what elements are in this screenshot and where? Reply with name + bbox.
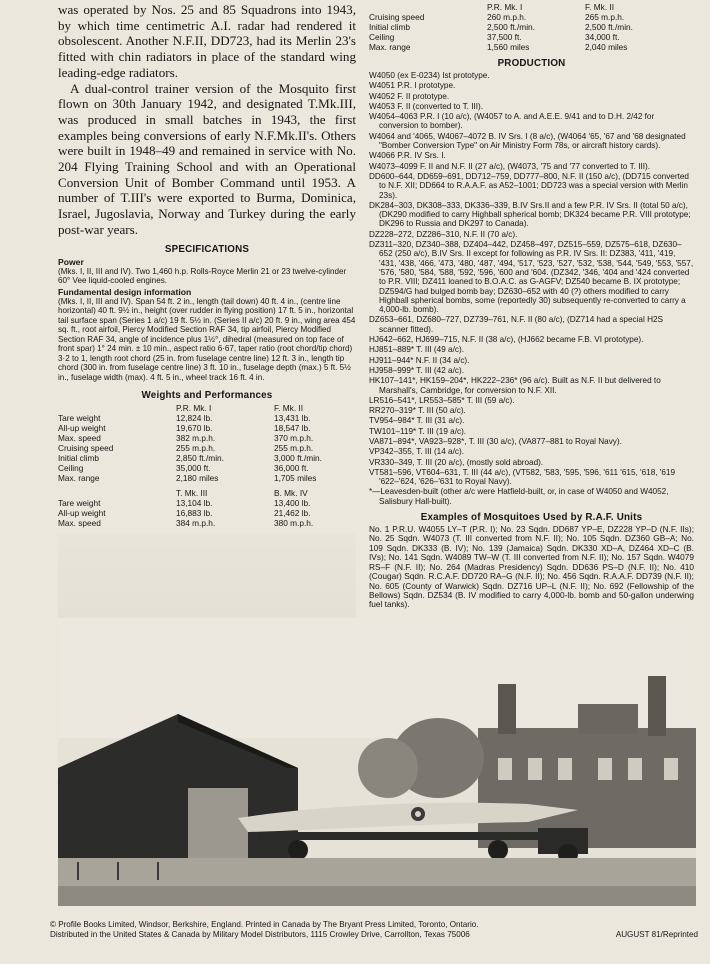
- weights-row-value-2: 21,462 lb.: [274, 508, 311, 519]
- weights-row: [369, 22, 694, 32]
- production-entry: *—Leavesden-built (other a/c were Hatfield-built, or, in case of W4050 and W4052, Salisbury Hall-built).: [369, 487, 669, 506]
- weights-row-label: Cruising speed: [369, 12, 425, 22]
- design-heading: Fundamental design information: [58, 286, 192, 297]
- weights-row-value-1: 37,500 ft.: [487, 32, 522, 42]
- design-text: (Mks. I, II, III and IV). Span 54 ft. 2 in., length (tail down) 40 ft. 4 in., (centre line horizontal) 40 ft. 9½ in., height (over rudder in flying position) 17 ft. 5 in., horizontal tail surface span (Series 1 a/c) 19 ft. 5½ in. (Series II a/c) 20 ft. 9 in., wing area 454 sq. ft., root airfoil, Piercy Modified Section RAF 34, tip airfoil, Piercy Modified Section RAF 34, angle of incidence plus 1½°, dihedral (measured on top face of front spar) 1° 24 min. ± 10 min., aspect ratio 6·67, taper ratio (root chord/tip chord) 3·2 to 1, length root chord (25 in. from fuselage centre line) 12 ft. 3 in., length tip chord (300 in. from fuselage centre line) 3 ft. 10 in., fuselage depth (max.) 5 ft. 5½ in., fuselage width (max). 4 ft. 5 in., wheel track 16 ft. 4 in.: [58, 296, 356, 382]
- production-list: [369, 71, 694, 506]
- production-entry: LR516–541*, LR553–585* T. III (59 a/c).: [369, 395, 515, 405]
- power-text: (Mks. I, II, III and IV). Two 1,460 h.p. Rolls-Royce Merlin 21 or 23 twelve-cylinder 60° Vee liquid-cooled engines.: [58, 266, 347, 286]
- weights-row: [58, 413, 356, 423]
- weights-row: [58, 433, 356, 443]
- weights-row-label: Ceiling: [369, 32, 395, 42]
- intro-text: [58, 2, 356, 238]
- weights-row-label: Cruising speed: [58, 443, 114, 454]
- col-f-mk2: F. Mk. II: [274, 403, 304, 414]
- weights-row-value-1: 2,180 miles: [176, 473, 219, 484]
- footer-copyright: © Profile Books Limited, Windsor, Berkshire, England. Printed in Canada by The Bryant Press Limited, Toronto, Ontario.: [50, 920, 479, 929]
- footer: [50, 920, 698, 940]
- production-entry: VA871–894*, VA923–928*, T. III (30 a/c), (VA877–881 to Royal Navy).: [369, 436, 622, 446]
- production-entry: TV954–984* T. III (31 a/c).: [369, 416, 465, 426]
- col-b-mk4: B. Mk. IV: [274, 488, 308, 499]
- weights-row-value-1: 19,670 lb.: [176, 423, 213, 434]
- production-entry: DZ228–272, DZ286–310, N.F. II (70 a/c).: [369, 229, 518, 239]
- production-entry: HJ851–889* T. III (49 a/c).: [369, 345, 464, 355]
- weights-row-value-1: 255 m.p.h.: [176, 443, 216, 454]
- weights-row-label: Max. range: [58, 473, 100, 484]
- units-text: No. 1 P.R.U. W4055 LY–T (P.R. I); No. 23 Sqdn. DD687 YP–E, DZ228 YP–D (N.F. IIs); No. 25 Sqdn. W4073 (T. III converted from N.F. II); No. 105 Sqdn. DZ360 GB–A; No. 109 Sqdn. DK333 (B. IV); No. 139 (Jamaica) Sqdn. DK330 XD–A, DZ464 XD–C (B. IVs); No. 141 Sqdn. W4089 TW–W (T. III converted from N.F. II); No. 157 Sqdn. W4079 RS–F (N.F. II); No. 264 (Madras Presidency) Sqdn. DD636 PS–D (N.F. II); No. 410 (Cougar) Sqdn. R.C.A.F. DD720 RA–G (N.F. II); No. 456 Sqdn. R.A.A.F. DD739 (N.F. II); No. 605 (County of Warwick) Sqdn. DZ716 UP–L (N.F. II); No. 692 (Fellowship of the Bellows) Sqdn. DZ534 (B. IV modified to carry 4,000-lb. bomb and 50-gallon underwing fuel tanks).: [369, 524, 694, 610]
- weights-row-value-2: 34,000 ft.: [585, 32, 620, 42]
- col-f-mk2-right: F. Mk. II: [585, 2, 615, 12]
- weights-table-3: [369, 2, 694, 52]
- weights-table-1: [58, 403, 356, 483]
- weights-row-value-1: 384 m.p.h.: [176, 518, 216, 529]
- weights-row-value-2: 2,040 miles: [585, 42, 628, 52]
- weights-row: [58, 463, 356, 473]
- weights-row-value-2: 1,705 miles: [274, 473, 317, 484]
- weights-row-value-1: 12,824 lb.: [176, 413, 213, 424]
- weights-row: [58, 443, 356, 453]
- production-entry: W4064 and '4065, W4067–4072 B. IV Srs. I (8 a/c), (W4064 '65, '67 and '68 designated "Bomber Conversion Type" on Air Ministry Form 78s, or aircraft history cards).: [369, 131, 686, 151]
- production-entry: VP342–355, T. III (14 a/c).: [369, 447, 464, 457]
- weights-row-value-2: 13,400 lb.: [274, 498, 311, 509]
- weights-row-label: All-up weight: [58, 423, 106, 434]
- footer-reprint: AUGUST 81/Reprinted: [615, 930, 698, 939]
- production-entry: DZ653–661, DZ680–727, DZ739–761, N.F. II (80 a/c), (DZ714 had a special H2S scanner fitted).: [369, 315, 664, 334]
- weights-row: [58, 423, 356, 433]
- weights-row: [58, 473, 356, 483]
- right-column: [369, 2, 694, 610]
- weights-row-value-2: 13,431 lb.: [274, 413, 311, 424]
- production-entry: W4053 F. II (converted to T. III).: [369, 101, 484, 111]
- weights-row: [58, 498, 356, 508]
- weights-table-2: [58, 488, 356, 528]
- col-pr-mk1: P.R. Mk. I: [176, 403, 212, 414]
- production-entry: W4050 (ex E-0234) Ist prototype.: [369, 71, 490, 80]
- production-entry: DZ311–320, DZ340–388, DZ404–442, DZ458–497, DZ515–559, DZ575–618, DZ630–652 (250 a/c), B.IV Srs. II except for following as P.R. IV Srs. II: DZ383, '411, '419, '431, '438, '466, '473, '480, '487, '494, '517, '523, '527, '532, '538, '544, '549, '553, '557, '576, '580, '584, '588, '592, '596, '600 and '604. (DZ342, '346, '404 and '424 converted to P.R. VIII; DZ411 loaned to B.O.A.C. as G-AGFV; DZ540 became B. IX prototype; DZ594/G had bulged bomb bay; DZ630–652 with 40 (?) others modified to carry Highball spherical bombs, some (reportedly 30) subsequently re-converted to carry a 4,000-lb. bomb).: [369, 240, 694, 315]
- production-entry: W4073–4099 F. II and N.F. II (27 a/c), (W4073, '75 and '77 converted to T. III).: [369, 161, 651, 171]
- production-entry: W4052 F. II prototype.: [369, 91, 450, 101]
- weights-row-value-2: 18,547 lb.: [274, 423, 311, 434]
- weights-row-value-2: 255 m.p.h.: [274, 443, 314, 454]
- weights-row: [369, 12, 694, 22]
- units-heading: Examples of Mosquitoes Used by R.A.F. Units: [420, 512, 643, 524]
- weights-row-value-2: 36,000 ft.: [274, 463, 309, 474]
- production-entry: RR270–319* T. III (50 a/c).: [369, 406, 466, 416]
- weights-row-value-1: 16,883 lb.: [176, 508, 213, 519]
- production-entry: VT581–596, VT604–631, T. III (44 a/c), (VT582, '583, '595, '596, '611 '615, '618, '619 '622–'624, '626–'631 to Royal Navy).: [369, 467, 676, 487]
- weights-row-label: Max. range: [369, 42, 411, 52]
- weights-row: [369, 42, 694, 52]
- weights-row-value-1: 2,500 ft./min.: [487, 22, 535, 32]
- production-entry: VR330–349, T. III (20 a/c), (mostly sold abroad).: [369, 457, 544, 467]
- weights-row-label: Max. speed: [58, 433, 101, 444]
- salisbury-hall-image: [58, 618, 696, 906]
- weights-row-value-2: 2,500 ft./min.: [585, 22, 633, 32]
- weights-row: [58, 453, 356, 463]
- weights-row-value-2: 3,000 ft./min.: [274, 453, 322, 464]
- production-entry: W4066 P.R. IV Srs. I.: [369, 151, 446, 161]
- weights-row-value-1: 1,560 miles: [487, 42, 530, 52]
- production-entry: HK107–141*, HK159–204*, HK222–236* (96 a/c). Built as N.F. II but delivered to Marshall's, Cambridge, for conversion to N.F. XII.: [369, 376, 661, 395]
- production-entry: TW101–119* T. III (19 a/c).: [369, 426, 467, 436]
- weights-row-label: Initial climb: [58, 453, 100, 464]
- weights-heading: Weights and Performances: [141, 390, 273, 402]
- weights-row-value-2: 380 m.p.h.: [274, 518, 314, 529]
- production-entry: HJ642–662, HJ699–715, N.F. II (38 a/c), (HJ662 became F.B. VI prototype).: [369, 335, 644, 345]
- weights-row-label: Max. speed: [58, 518, 101, 529]
- intro-paragraph-2: A dual-control trainer version of the Mosquito first flown on 30th January 1942, and designated T.Mk.III, was produced in small batches in 1943, the first examples being conversions of early N.F.Mk.II's. Others were built in 1948–49 and remained in service with No. 204 Flying Training School and with an Operational Conversion Unit of Bomber Command until 1953. A number of T.III's were exported to Burma, Dominica, Israel, Jugoslavia, Norway and Turkey during the early post-war years.: [58, 80, 356, 237]
- weights-row: [58, 518, 356, 528]
- photo-w4050-salisbury-hall: [58, 618, 696, 906]
- weights-row-value-1: 13,104 lb.: [176, 498, 213, 509]
- production-entry: DK284–303, DK308–333, DK336–339, B.IV Srs.II and a few P.R. IV Srs. II (total 50 a/c), (DK290 modified to carry Highball spherical bomb; DK324 became P.R. VIII prototype; DK296 to Russia and DK297 to Canada).: [369, 200, 691, 229]
- weights-row-label: Tare weight: [58, 413, 101, 424]
- production-entry: W4051 P.R. I prototype.: [369, 81, 456, 91]
- production-entry: HJ911–944* N.F. II (34 a/c).: [369, 355, 470, 365]
- specifications-heading: SPECIFICATIONS: [164, 243, 250, 255]
- weights-row-value-1: 2,850 ft./min.: [176, 453, 224, 464]
- weights-row-label: Initial climb: [369, 22, 411, 32]
- weights-row-value-1: 382 m.p.h.: [176, 433, 216, 444]
- weights-row-value-2: 265 m.p.h.: [585, 12, 625, 22]
- col-pr-mk1-right: P.R. Mk. I: [487, 2, 523, 12]
- power-heading: Power: [58, 256, 84, 267]
- production-entry: DD600–644, DD659–691, DD712–759, DD777–800, N.F. II (150 a/c), (DD715 converted to N.F. XII; DD664 to R.A.A.F. as A52–1001; DD723 was a special version with Merlin 23s).: [369, 171, 689, 200]
- weights-row-label: Tare weight: [58, 498, 101, 509]
- production-heading: PRODUCTION: [497, 58, 566, 69]
- production-entry: W4054–4063 P.R. I (10 a/c), (W4057 to A. and A.E.E. 9/41 and to D.H. 2/42 for conversion to bomber).: [369, 112, 655, 131]
- weights-row-value-2: 370 m.p.h.: [274, 433, 314, 444]
- production-entry: HJ958–999* T. III (42 a/c).: [369, 365, 464, 375]
- weights-row: [369, 32, 694, 42]
- weights-row-value-1: 260 m.p.h.: [487, 12, 527, 22]
- weights-row-value-1: 35,000 ft.: [176, 463, 211, 474]
- footer-distribution: Distributed in the United States & Canada by Military Model Distributors, 1115 Crowley Drive, Carrollton, Texas 75006: [50, 930, 470, 939]
- weights-row-label: Ceiling: [58, 463, 84, 474]
- weights-row-label: All-up weight: [58, 508, 106, 519]
- intro-paragraph-1: was operated by Nos. 25 and 85 Squadrons into 1943, by which time centimetric A.I. radar had rendered it obsolescent. Another N.F.II, DD723, had its Merlin 23's fitted with chin radiators in place of the standard wing leading-edge radiators.: [58, 2, 356, 80]
- col-t-mk3: T. Mk. III: [176, 488, 208, 499]
- weights-row: [58, 508, 356, 518]
